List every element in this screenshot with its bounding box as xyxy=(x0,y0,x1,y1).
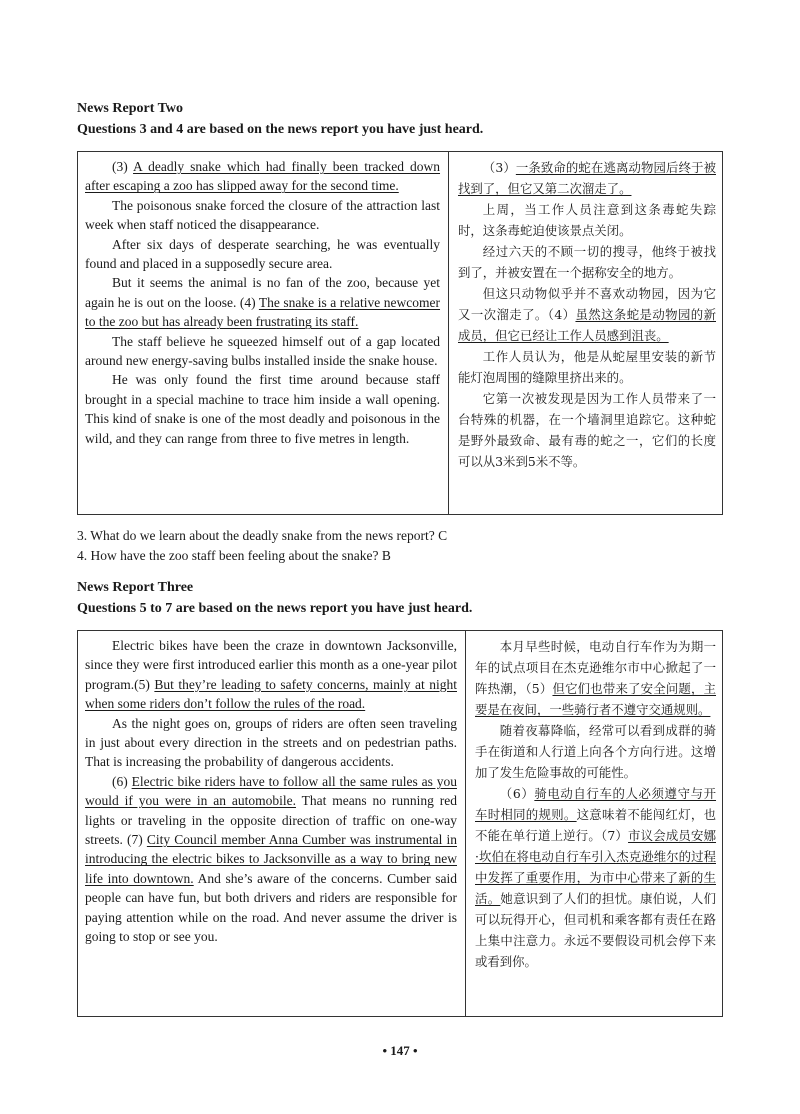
question-marker: (6) xyxy=(112,773,132,789)
paragraph-text: 但这只动物似乎并不喜欢动物园，因为它又一次溜走了。（4） xyxy=(458,286,716,322)
report2-en-paragraph-4 xyxy=(85,273,440,331)
report2-chinese-column xyxy=(448,152,722,514)
paragraph-text: Electric bikes have been the craze in downtown Jacksonville, since they were first introduced earlier this month as a one-year pilot program.(5) xyxy=(85,638,457,692)
page-number: • 147 • xyxy=(382,1043,418,1058)
question-4: 4. How have the zoo staff been feeling about the snake? B xyxy=(77,548,391,563)
underlined-answer: 但它们也带来了安全问题，主要是在夜间，一些骑行者不遵守交通规则。 xyxy=(475,681,717,717)
paragraph-text: But it seems the animal is no fan of the zoo, because yet again he is out on the loose. (4) xyxy=(85,275,440,310)
report3-title: News Report Three xyxy=(77,580,194,595)
report2-subtitle: Questions 3 and 4 are based on the news report you have just heard. xyxy=(77,122,484,137)
underlined-answer: A deadly snake which had finally been tracked down after escaping a zoo has slipped away for the second time. xyxy=(85,159,441,194)
report2-en-paragraph-6: He was only found the first time around because staff brought in a special machine to trace him inside a wall opening. This kind of snake is one of the most deadly and poisonous in the wild, and they can range from three to five metres in length. xyxy=(85,372,440,446)
report3-en-paragraph-2: As the night goes on, groups of riders are often seen traveling in just about every direction in the streets and on pedestrian paths. That is increasing the probability of dangerous accidents. xyxy=(85,715,457,770)
report2-en-paragraph-2: The poisonous snake forced the closure of the attraction last week when staff noticed the disappearance. xyxy=(85,197,440,233)
paragraph-text: 本月早些时候，电动自行车作为为期一年的试点项目在杰克逊维尔市中心掀起了一阵热潮，（5） xyxy=(475,639,716,696)
report3-english-column xyxy=(78,631,465,1016)
underlined-answer: 市议会成员安娜·坎伯在将电动自行车引入杰克逊维尔的过程中发挥了重要作用，为市中心带来了新的生活。 xyxy=(475,828,717,906)
underlined-answer: The snake is a relative newcomer to the zoo but has already been frustrating its staff. xyxy=(85,294,441,330)
paragraph-text: 这意味着不能闯红灯，也不能在单行道上逆行。（7） xyxy=(475,807,717,843)
underlined-answer: But they’re leading to safety concerns, mainly at night when some riders don’t follow the rules of the road. xyxy=(85,676,457,712)
report2-zh-paragraph-5: 工作人员认为，他是从蛇屋里安装的新节能灯泡周围的缝隙里挤出来的。 xyxy=(458,349,716,385)
report3-chinese-column xyxy=(465,631,722,1016)
underlined-answer: 一条致命的蛇在逃离动物园后终于被找到了，但它又第二次溜走了。 xyxy=(458,160,716,196)
report2-transcript-table xyxy=(77,151,723,515)
report2-en-paragraph-1 xyxy=(85,157,440,196)
report3-zh-paragraph-2: 随着夜幕降临，经常可以看到成群的骑手在街道和人行道上向各个方向行进。这增加了发生危险事故的可能性。 xyxy=(475,723,716,780)
question-marker: （6） xyxy=(499,786,535,801)
report3-transcript-table xyxy=(77,630,723,1017)
report3-zh-paragraph-3 xyxy=(475,783,716,972)
report2-zh-paragraph-4 xyxy=(458,283,716,346)
report3-subtitle: Questions 5 to 7 are based on the news report you have just heard. xyxy=(77,601,473,616)
report2-zh-paragraph-6: 它第一次被发现是因为工作人员带来了一台特殊的机器，在一个墙洞里追踪它。这种蛇是野外最致命、最有毒的蛇之一，它们的长度可以从3米到5米不等。 xyxy=(458,391,716,469)
paragraph-text: And she’s aware of the concerns. Cumber said people can have fun, but both drivers and riders are responsible for paying attention while on the road. And never assume the driver is going to stop or see you. xyxy=(85,870,457,945)
report2-zh-paragraph-1 xyxy=(458,157,716,199)
underlined-answer: 骑电动自行车的人必须遵守与开车时相同的规则。 xyxy=(475,786,717,822)
report2-en-paragraph-3: After six days of desperate searching, he was eventually found and placed in a supposedly secure area. xyxy=(85,236,440,272)
report2-zh-paragraph-2: 上周，当工作人员注意到这条毒蛇失踪时，这条毒蛇迫使该景点关闭。 xyxy=(458,202,716,238)
report3-en-paragraph-3 xyxy=(85,772,457,947)
question-marker: (3) xyxy=(112,159,134,174)
report2-zh-paragraph-3: 经过六天的不顾一切的搜寻，他终于被找到了，并被安置在一个据称安全的地方。 xyxy=(458,244,716,280)
report3-zh-paragraph-1 xyxy=(475,636,716,720)
paragraph-text: 她意识到了人们的担忧。康伯说，人们可以玩得开心，但司机和乘客都有责任在路上集中注意力。永远不要假设司机会停下来或看到你。 xyxy=(475,891,717,969)
report2-english-column xyxy=(78,152,448,514)
underlined-answer: 虽然这条蛇是动物园的新成员，但它已经让工作人员感到沮丧。 xyxy=(458,307,716,343)
report2-en-paragraph-5: The staff believe he squeezed himself out of a gap located around new energy-saving bulbs installed inside the snake house. xyxy=(85,333,440,369)
paragraph-text: That means no running red lights or traveling in the opposite direction of traffic on one-way streets. (7) xyxy=(85,793,457,848)
report2-title: News Report Two xyxy=(77,101,184,116)
underlined-answer: Electric bike riders have to follow all the same rules as you would if you were in an automobile. xyxy=(85,773,457,809)
question-3: 3. What do we learn about the deadly snake from the news report? C xyxy=(77,528,448,543)
report3-en-paragraph-1 xyxy=(85,636,457,714)
question-marker: （3） xyxy=(482,160,516,175)
underlined-answer: City Council member Anna Cumber was instrumental in introducing the electric bikes to Jacksonville as a way to bring new life into downtown. xyxy=(85,832,457,886)
